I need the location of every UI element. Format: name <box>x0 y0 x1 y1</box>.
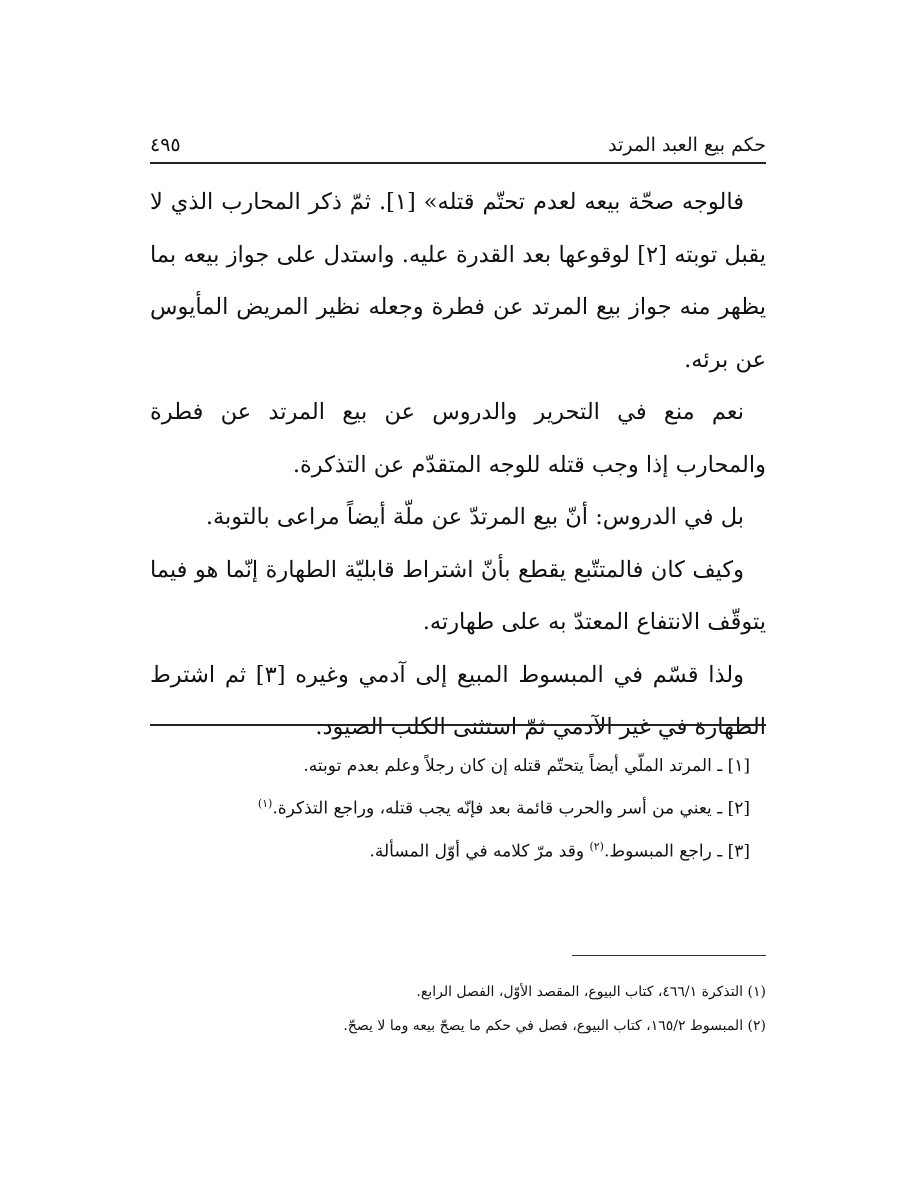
note-3-ref: (٢) <box>589 839 604 853</box>
note-3 <box>190 828 750 871</box>
footnote-2: (٢) المبسوط ١٦٥/٢، كتاب البيوع، فصل في حكم ما يصحّ بيعه وما لا يصحّ. <box>343 1018 766 1034</box>
note-3-tail: وقد مرّ كلامه في أوّل المسألة. <box>369 841 585 862</box>
paragraph-3: بل في الدروس: أنّ بيع المرتدّ عن ملّة أيضاً مراعى بالتوبة. <box>205 504 744 530</box>
main-text <box>150 176 766 754</box>
paragraph-4: وكيف كان فالمتتّبع يقطع بأنّ اشتراط قابليّة الطهارة إنّما هو فيما يتوقّف الانتفاع المعتدّ به على طهارته. <box>150 556 766 635</box>
note-1 <box>190 748 750 785</box>
footnote-divider <box>572 955 766 956</box>
note-3-text: [٣] ـ راجع المبسوط. <box>603 841 750 862</box>
footnote-1: (١) التذكرة ٤٦٦/١، كتاب البيوع، المقصد الأوّل، الفصل الرابع. <box>416 984 766 1000</box>
paragraph-2: نعم منع في التحرير والدروس عن بيع المرتد عن فطرة والمحارب إذا وجب قتله للوجه المتقدّم عن التذكرة. <box>150 399 766 478</box>
footnotes <box>290 975 766 1043</box>
notes-divider <box>150 724 766 726</box>
note-1-text: [١] ـ المرتد الملّي أيضاً يتحتّم قتله إن كان رجلاً وعلم بعدم توبته. <box>303 756 750 776</box>
page-header <box>150 126 766 164</box>
running-title: حكم بيع العبد المرتد <box>608 134 766 156</box>
note-2-ref: (١) <box>257 797 273 810</box>
note-2 <box>190 785 750 828</box>
page-number: ٤٩٥ <box>150 134 181 156</box>
paragraph-5: ولذا قسّم في المبسوط المبيع إلى آدمي وغيره [٣] ثم اشترط الطهارة في غير الآدمي ثمّ استثنى الكلب الصيود. <box>150 661 766 740</box>
paragraph-1: فالوجه صحّة بيعه لعدم تحتّم قتله» [١]. ثمّ ذكر المحارب الذي لا يقبل توبته [٢] لوقوعها بعد القدرة عليه. واستدل على جواز بيعه بما يظهر منه جواز بيع المرتد عن فطرة وجعله نظير المريض المأيوس عن برئه. <box>150 189 766 373</box>
note-2-text: [٢] ـ يعني من أسر والحرب قائمة بعد فإنّه يجب قتله، وراجع التذكرة. <box>272 798 750 819</box>
editor-notes <box>190 748 750 870</box>
